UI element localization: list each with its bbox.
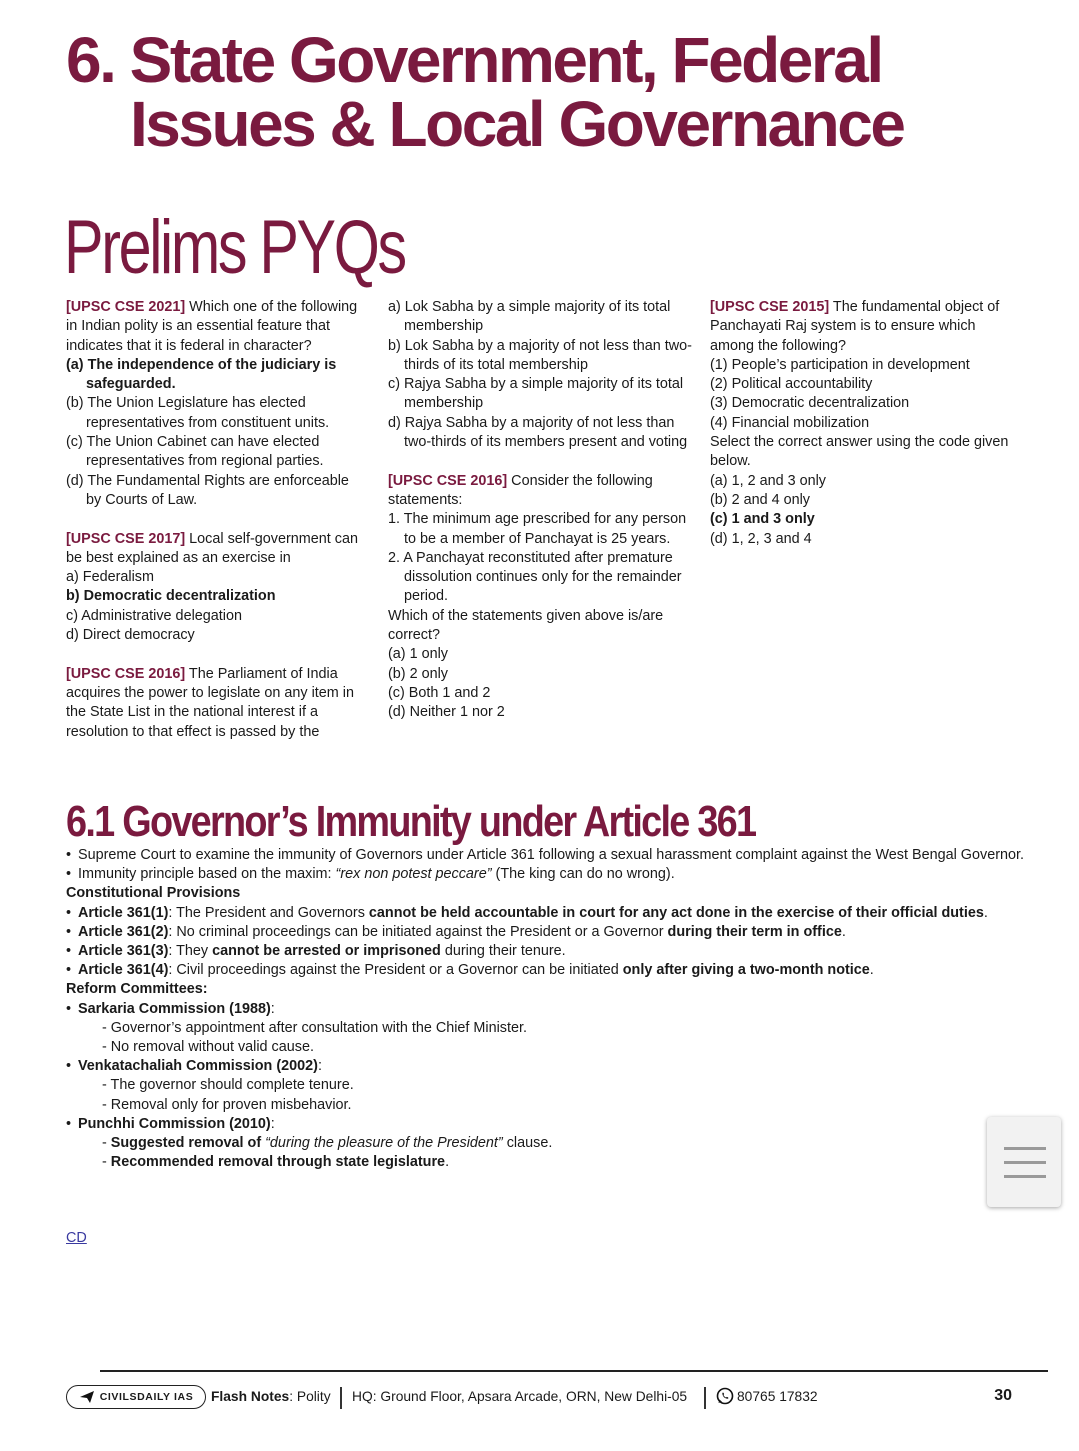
footer-separator	[340, 1387, 342, 1409]
prelims-column-1	[66, 298, 362, 761]
question-2015	[710, 298, 1010, 549]
option-d: (d) Neither 1 nor 2	[388, 704, 505, 721]
question-text: Local self-government can be best explained as an exercise in	[66, 530, 358, 566]
prelims-heading: Prelims PYQs	[64, 205, 405, 290]
option-d: d) Direct democracy	[66, 627, 195, 644]
item-3: (3) Democratic decentralization	[710, 395, 910, 412]
sarkaria-point-1: - Governor’s appointment after consultation with the Chief Minister.	[102, 1019, 528, 1036]
cd-link[interactable]: CD	[66, 1230, 87, 1246]
menu-button[interactable]	[987, 1117, 1061, 1207]
option-a: a) Lok Sabha by a simple majority of its total membership	[388, 299, 671, 335]
chapter-title-line1: 6. State Government, Federal	[66, 24, 882, 96]
venkatachaliah-point-2: - Removal only for proven misbehavior.	[102, 1096, 352, 1113]
venkatachaliah-point-1: - The governor should complete tenure.	[102, 1077, 354, 1094]
option-b: (b) 2 and 4 only	[710, 491, 810, 508]
option-b-correct: b) Democratic decentralization	[66, 588, 276, 605]
question-text: The Parliament of India acquires the power to legislate on any item in the State List in the national interest if a resolution to that effect is passed by the	[66, 665, 354, 740]
footer-separator	[704, 1387, 706, 1409]
option-b: (b) The Union Legislature has elected representatives from constituent units.	[66, 395, 330, 431]
option-c: (c) The Union Cabinet can have elected representatives from regional parties.	[66, 434, 324, 470]
question-2021	[66, 298, 362, 510]
question-2016-parliament-options	[388, 298, 692, 452]
punchhi-point-2: - Recommended removal through state legislature.	[102, 1154, 450, 1171]
punchhi-point-1: - Suggested removal of “during the pleasure of the President” clause.	[102, 1135, 553, 1152]
whatsapp-icon	[716, 1387, 734, 1405]
page-number: 30	[994, 1387, 1012, 1404]
option-d: (d) 1, 2, 3 and 4	[710, 530, 812, 547]
sarkaria-commission: • Sarkaria Commission (1988):	[66, 1000, 1026, 1019]
flash-notes-label: Flash Notes: Polity	[211, 1389, 331, 1404]
option-a: a) Federalism	[66, 569, 154, 586]
question-tag: [UPSC CSE 2016]	[388, 472, 508, 489]
section-body	[66, 846, 1026, 1172]
option-c-correct: (c) 1 and 3 only	[710, 511, 815, 528]
question-prompt: Which of the statements given above is/are correct?	[388, 607, 664, 644]
question-tag: [UPSC CSE 2021]	[66, 299, 186, 315]
question-text: The fundamental object of Panchayati Raj system is to ensure which among the following?	[710, 299, 1000, 354]
phone-contact: 80765 17832	[716, 1387, 818, 1405]
option-c: c) Rajya Sabha by a simple majority of its total membership	[388, 376, 684, 412]
question-2016-parliament	[66, 665, 362, 742]
punchhi-commission: • Punchhi Commission (2010):	[66, 1115, 1026, 1134]
question-tag: [UPSC CSE 2015]	[710, 299, 830, 315]
chapter-title	[66, 24, 904, 160]
bullet-supreme-court: • Supreme Court to examine the immunity of Governors under Article 361 following a sexual harassment complaint against the West Bengal Governor.	[66, 846, 1026, 865]
maxim-text: “rex non potest peccare”	[335, 866, 492, 883]
item-4: (4) Financial mobilization	[710, 414, 870, 431]
civilsdaily-logo: CIVILSDAILY IAS	[66, 1385, 206, 1409]
bullet-maxim: • Immunity principle based on the maxim: “rex non potest peccare” (The king can do no wrong).	[66, 865, 1026, 884]
article-361-2: • Article 361(2): No criminal proceedings can be initiated against the President or a Governor during their term in office.	[66, 923, 1026, 942]
question-tag: [UPSC CSE 2016]	[66, 665, 186, 682]
option-c: (c) Both 1 and 2	[388, 684, 491, 701]
question-text: Which one of the following in Indian polity is an essential feature that indicates that it is federal in character?	[66, 299, 358, 354]
option-d: d) Rajya Sabha by a majority of not less than two-thirds of its members present and voting	[388, 414, 688, 451]
item-2: (2) Political accountability	[710, 376, 873, 393]
question-tag: [UPSC CSE 2017]	[66, 530, 186, 547]
section-title: 6.1 Governor’s Immunity under Article 361	[66, 797, 756, 846]
logo-mark-icon	[79, 1390, 95, 1404]
sarkaria-point-2: - No removal without valid cause.	[102, 1039, 314, 1056]
hamburger-icon	[1004, 1147, 1046, 1150]
option-a: (a) 1, 2 and 3 only	[710, 472, 826, 489]
statement-2: 2. A Panchayat reconstituted after premature dissolution continues only for the remainder period.	[388, 549, 682, 605]
question-2017	[66, 530, 362, 646]
prelims-column-2	[388, 298, 692, 742]
question-2016-panchayat	[388, 472, 692, 723]
prelims-column-3	[710, 298, 1010, 568]
hamburger-icon-line	[1004, 1161, 1046, 1164]
option-d: (d) The Fundamental Rights are enforceable by Courts of Law.	[66, 472, 349, 508]
question-text: Consider the following statements:	[388, 472, 653, 508]
chapter-title-line2: Issues & Local Governance	[130, 88, 904, 160]
footer	[66, 1385, 1026, 1411]
footer-divider	[100, 1370, 1048, 1372]
question-prompt: Select the correct answer using the code given below.	[710, 434, 1009, 470]
item-1: (1) People’s participation in development	[710, 356, 970, 373]
reform-committees-heading: Reform Committees:	[66, 981, 208, 998]
option-a: (a) 1 only	[388, 646, 448, 663]
article-361-4: • Article 361(4): Civil proceedings against the President or a Governor can be initiated only after giving a two-month notice.	[66, 961, 1026, 980]
option-c: c) Administrative delegation	[66, 607, 242, 624]
option-b: (b) 2 only	[388, 665, 448, 682]
venkatachaliah-commission: • Venkatachaliah Commission (2002):	[66, 1057, 1026, 1076]
article-361-3: • Article 361(3): They cannot be arrested or imprisoned during their tenure.	[66, 942, 1026, 961]
option-a-correct: (a) The independence of the judiciary is safeguarded.	[66, 356, 337, 393]
article-361-1: • Article 361(1): The President and Governors cannot be held accountable in court for any act done in the exercise of their official duties.	[66, 904, 1026, 923]
statement-1: 1. The minimum age prescribed for any person to be a member of Panchayat is 25 years.	[388, 511, 687, 547]
option-b: b) Lok Sabha by a majority of not less than two-thirds of its total membership	[388, 337, 692, 373]
hamburger-icon-line	[1004, 1175, 1046, 1178]
constitutional-provisions-heading: Constitutional Provisions	[66, 885, 241, 902]
hq-address: HQ: Ground Floor, Apsara Arcade, ORN, New Delhi-05	[352, 1389, 688, 1404]
